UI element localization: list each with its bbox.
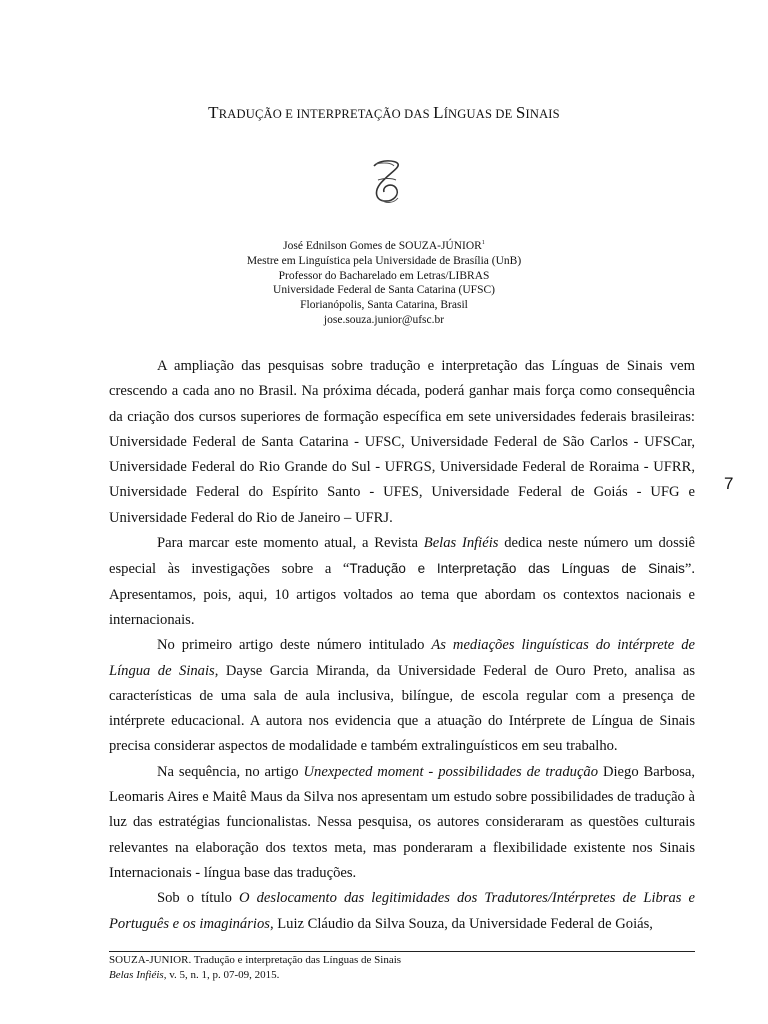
paragraph-3: No primeiro artigo deste número intitulado As mediações linguísticas do intérprete de Língua de Sinais, Dayse Garcia Miranda, da Universidade Federal de Ouro Preto, analisa as características de uma sala de aula inclusiva, bilíngue, de escola regular com a presença de intérprete educacional. A autora nos evidencia que a atuação do Intérprete de Língua de Sinais precisa considerar aspectos de modalidade e também extralinguísticos em seu trabalho.: [109, 637, 695, 755]
footer-journal-line: [109, 968, 401, 983]
paragraph-1: A ampliação das pesquisas sobre tradução e interpretação das Línguas de Sinais vem crescendo a cada ano no Brasil. Na próxima década, poderá ganhar mais força como consequência da criação dos cursos superiores de formação específica em sete universidades federais brasileiras: Universidade Federal de Santa Catarina - UFSC, Universidade Federal de São Carlos - UFSCar, Universidade Federal do Rio Grande do Sul - UFRGS, Universidade Federal de Roraima - UFRR, Universidade Federal do Espírito Santo - UFES, Universidade Federal de Goiás - UFG e Universidade Federal do Rio de Janeiro – UFRJ.: [109, 358, 695, 526]
footer-volume-info: , v. 5, n. 1, p. 07-09, 2015.: [163, 968, 280, 981]
affiliation-degree: Mestre em Linguística pela Universidade de Brasília (UnB): [246, 254, 522, 267]
footnote-mark: 1: [481, 240, 485, 246]
footer-citation: SOUZA-JUNIOR. Tradução e interpretação das Línguas de Sinais: [109, 954, 402, 966]
calligraphic-flourish-icon: [366, 156, 406, 206]
author-email: jose.souza.junior@ufsc.br: [323, 313, 445, 326]
affiliation-location: Florianópolis, Santa Catarina, Brasil: [300, 299, 468, 312]
article-title: TRADUÇÃO E INTERPRETAÇÃO DAS LÍNGUAS DE SINAIS: [208, 103, 560, 122]
author-name-line: [0, 236, 768, 254]
paragraph-5: Sob o título O deslocamento das legitimidades dos Tradutores/Intérpretes de Libras e Português e os imaginários, Luiz Cláudio da Silva Souza, da Universidade Federal de Goiás,: [109, 890, 695, 932]
page-footer: [109, 953, 401, 982]
author-affiliation-block: [0, 236, 768, 328]
footer-journal-name: Belas Infiéis: [109, 968, 164, 981]
affiliation-institution: Universidade Federal de Santa Catarina (UFSC): [273, 284, 495, 297]
paragraph-4: Na sequência, no artigo Unexpected moment - possibilidades de tradução Diego Barbosa, Leomaris Aires e Maitê Maus da Silva nos apresentam um estudo sobre possibilidades de tradução à luz das estratégias funcionalistas. Nessa pesquisa, os autores consideraram as questões culturais relevantes na elaboração dos textos meta, mas ponderaram a flexibilidade existente nos Sinais Internacionais - língua base das traduções.: [109, 763, 696, 881]
article-body: [109, 354, 695, 937]
paragraph-2: Para marcar este momento atual, a Revista Belas Infiéis dedica neste número um dossiê especial às investigações sobre a “Tradução e Interpretação das Línguas de Sinais”. Apresentamos, pois, aqui, 10 artigos voltados ao tema que abordam os contextos nacionais e internacionais.: [109, 535, 695, 628]
affiliation-role: Professor do Bacharelado em Letras/LIBRAS: [278, 269, 490, 282]
author-name: José Ednilson Gomes de SOUZA-JÚNIOR: [283, 240, 482, 252]
footer-divider: [109, 951, 695, 952]
page-number: 7: [724, 474, 734, 493]
